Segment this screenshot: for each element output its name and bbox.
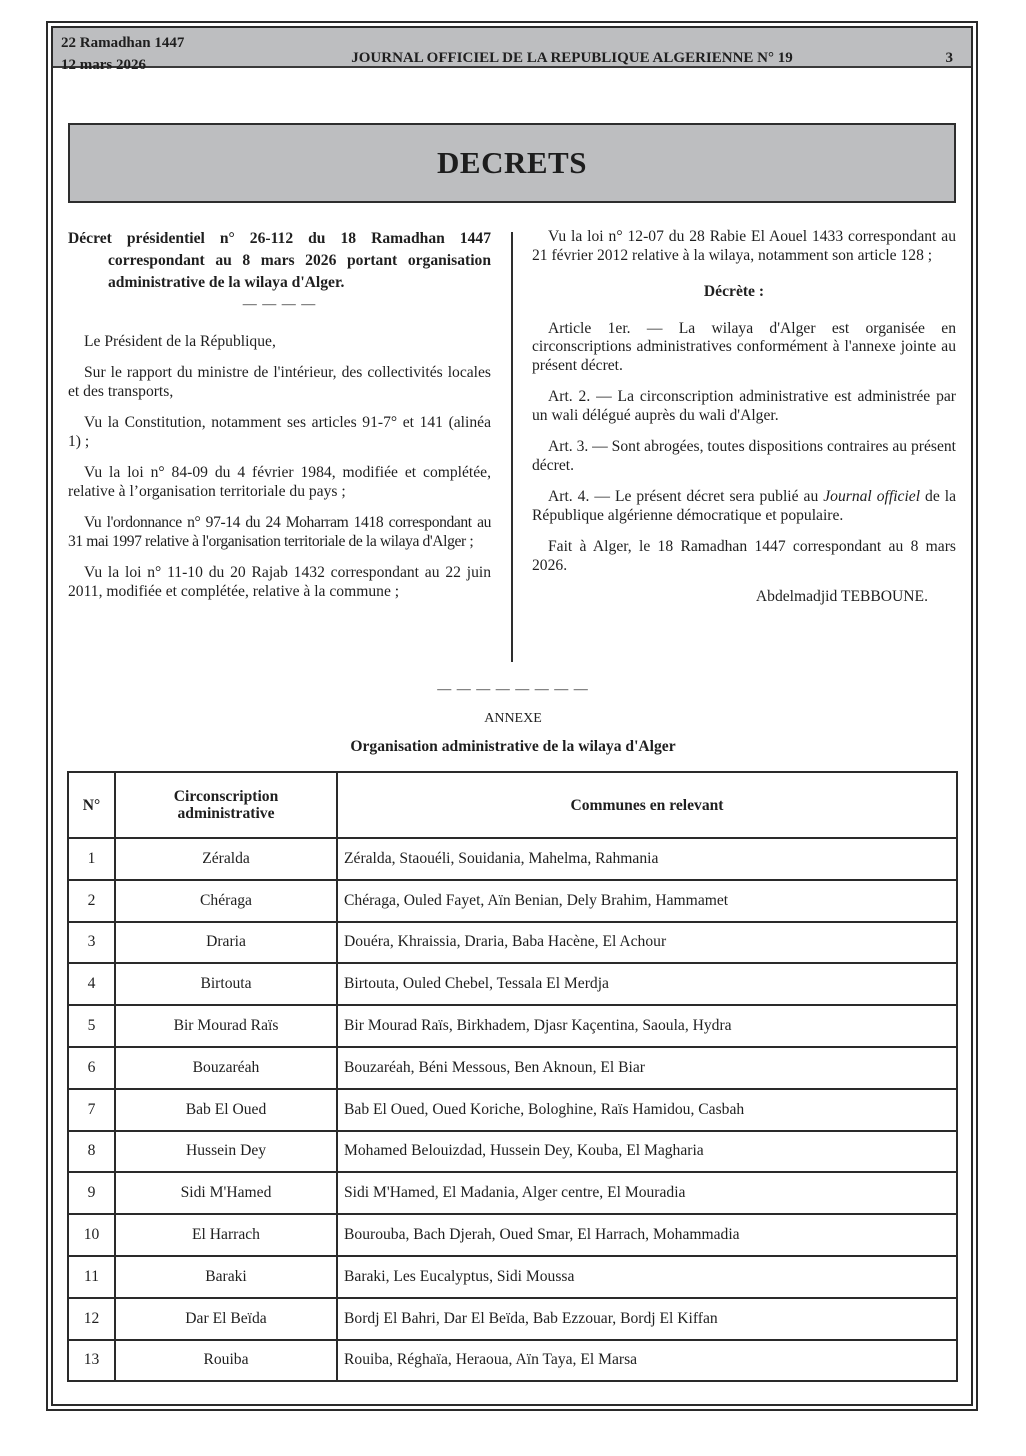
- title-separator: — — — —: [242, 297, 317, 312]
- row-circonscription: Zéralda: [115, 838, 337, 880]
- row-number: 12: [68, 1298, 115, 1340]
- preamble-paragraph: Vu la loi n° 11-10 du 20 Rajab 1432 correspondant au 22 juin 2011, modifiée et complétée, relative à la commune ;: [68, 564, 491, 600]
- preamble-paragraph: Vu la loi n° 84-09 du 4 février 1984, modifiée et complétée, relative à l’organisation territoriale du pays ;: [68, 464, 491, 500]
- section-banner: [68, 123, 956, 203]
- table-row: [68, 1340, 957, 1382]
- row-circonscription: Sidi M'Hamed: [115, 1172, 337, 1214]
- decree-title: Décret présidentiel n° 26-112 du 18 Ramadhan 1447 correspondant au 8 mars 2026 portant organisation administrative de la wilaya d'Alger.: [68, 230, 491, 291]
- table-row: [68, 838, 957, 880]
- row-circonscription: El Harrach: [115, 1214, 337, 1256]
- row-number: 9: [68, 1172, 115, 1214]
- section-title: DECRETS: [437, 145, 587, 180]
- row-number: 8: [68, 1131, 115, 1173]
- column-header-communes: Communes en relevant: [337, 772, 957, 838]
- table-row: [68, 1298, 957, 1340]
- decrete-heading: Décrète :: [703, 283, 765, 300]
- annex-table-body: [68, 838, 957, 1381]
- column-header-circonscription: Circonscription administrative: [115, 772, 337, 838]
- row-circonscription: Bouzaréah: [115, 1047, 337, 1089]
- table-row: [68, 1131, 957, 1173]
- row-number: 6: [68, 1047, 115, 1089]
- row-communes: Chéraga, Ouled Fayet, Aïn Benian, Dely Brahim, Hammamet: [337, 880, 957, 922]
- annex-title: Organisation administrative de la wilaya d'Alger: [350, 738, 676, 755]
- preamble-paragraph: Vu l'ordonnance n° 97-14 du 24 Moharram 1418 correspondant au 31 mai 1997 relative à l'organisation territoriale de la wilaya d'Alger ;: [68, 514, 491, 550]
- row-communes: Rouiba, Réghaïa, Heraoua, Aïn Taya, El Marsa: [337, 1340, 957, 1382]
- article-3: Art. 3. — Sont abrogées, toutes dispositions contraires au présent décret.: [532, 438, 956, 474]
- table-row: [68, 1047, 957, 1089]
- row-communes: Bouzaréah, Béni Messous, Ben Aknoun, El Biar: [337, 1047, 957, 1089]
- row-communes: Baraki, Les Eucalyptus, Sidi Moussa: [337, 1256, 957, 1298]
- annex-table: [67, 771, 958, 1382]
- column-header-number: N°: [68, 772, 115, 838]
- row-number: 2: [68, 880, 115, 922]
- preamble-paragraph: Sur le rapport du ministre de l'intérieur, des collectivités locales et des transports,: [68, 364, 491, 400]
- row-communes: Douéra, Khraissia, Draria, Baba Hacène, El Achour: [337, 922, 957, 964]
- article-2: Art. 2. — La circonscription administrative est administrée par un wali délégué auprès du wali d'Alger.: [532, 388, 956, 424]
- right-column: [532, 228, 956, 620]
- preamble-paragraph: Vu la Constitution, notamment ses articles 91-7° et 141 (alinéa 1) ;: [68, 414, 491, 450]
- running-header: [53, 28, 971, 73]
- row-communes: Bourouba, Bach Djerah, Oued Smar, El Harrach, Mohammadia: [337, 1214, 957, 1256]
- article-4: [532, 488, 956, 525]
- table-row: [68, 1172, 957, 1214]
- row-number: 3: [68, 922, 115, 964]
- row-number: 7: [68, 1089, 115, 1131]
- journal-officiel-italic: Journal officiel: [823, 488, 921, 505]
- table-row: [68, 922, 957, 964]
- row-number: 5: [68, 1005, 115, 1047]
- column-divider: [511, 232, 513, 662]
- table-row: [68, 963, 957, 1005]
- hijri-date: 22 Ramadhan 1447: [61, 35, 185, 51]
- row-communes: Bab El Oued, Oued Koriche, Bologhine, Raïs Hamidou, Casbah: [337, 1089, 957, 1131]
- row-number: 4: [68, 963, 115, 1005]
- row-communes: Mohamed Belouizdad, Hussein Dey, Kouba, El Magharia: [337, 1131, 957, 1173]
- row-number: 13: [68, 1340, 115, 1382]
- journal-title: JOURNAL OFFICIEL DE LA REPUBLIQUE ALGERIENNE N° 19: [351, 50, 793, 66]
- row-communes: Bordj El Bahri, Dar El Beïda, Bab Ezzouar, Bordj El Kiffan: [337, 1298, 957, 1340]
- article-4-suffix: de la République algérienne démocratique et populaire.: [532, 488, 956, 524]
- row-number: 1: [68, 838, 115, 880]
- gregorian-date: 12 mars 2026: [61, 57, 146, 73]
- row-number: 10: [68, 1214, 115, 1256]
- table-row: [68, 880, 957, 922]
- table-header-row: [68, 772, 957, 838]
- row-circonscription: Rouiba: [115, 1340, 337, 1382]
- table-row: [68, 1256, 957, 1298]
- row-communes: Birtouta, Ouled Chebel, Tessala El Merdja: [337, 963, 957, 1005]
- preamble-paragraph: Le Président de la République,: [84, 332, 276, 350]
- row-circonscription: Dar El Beïda: [115, 1298, 337, 1340]
- article-1: Article 1er. — La wilaya d'Alger est organisée en circonscriptions administratives conformément à l'annexe jointe au présent décret.: [532, 319, 956, 374]
- table-row: [68, 1005, 957, 1047]
- row-circonscription: Baraki: [115, 1256, 337, 1298]
- page-number: 3: [945, 50, 953, 66]
- article-4-text: Art. 4. — Le présent décret sera publié au: [548, 488, 824, 505]
- table-row: [68, 1089, 957, 1131]
- row-circonscription: Birtouta: [115, 963, 337, 1005]
- row-circonscription: Bir Mourad Raïs: [115, 1005, 337, 1047]
- signature: Abdelmadjid TEBBOUNE.: [755, 588, 928, 605]
- row-circonscription: Draria: [115, 922, 337, 964]
- row-communes: Sidi M'Hamed, El Madania, Alger centre, El Mouradia: [337, 1172, 957, 1214]
- annex-separator: — — — — — — — —: [437, 682, 589, 697]
- row-communes: Zéralda, Staouéli, Souidania, Mahelma, Rahmania: [337, 838, 957, 880]
- table-row: [68, 1214, 957, 1256]
- preamble-paragraph: Vu la loi n° 12-07 du 28 Rabie El Aouel 1433 correspondant au 21 février 2012 relative à la wilaya, notamment son article 128 ;: [532, 228, 956, 264]
- row-circonscription: Chéraga: [115, 880, 337, 922]
- left-column: [68, 228, 491, 614]
- row-number: 11: [68, 1256, 115, 1298]
- row-circonscription: Bab El Oued: [115, 1089, 337, 1131]
- row-circonscription: Hussein Dey: [115, 1131, 337, 1173]
- annex-label: ANNEXE: [484, 711, 542, 726]
- done-at: Fait à Alger, le 18 Ramadhan 1447 correspondant au 8 mars 2026.: [532, 538, 956, 574]
- row-communes: Bir Mourad Raïs, Birkhadem, Djasr Kaçentina, Saoula, Hydra: [337, 1005, 957, 1047]
